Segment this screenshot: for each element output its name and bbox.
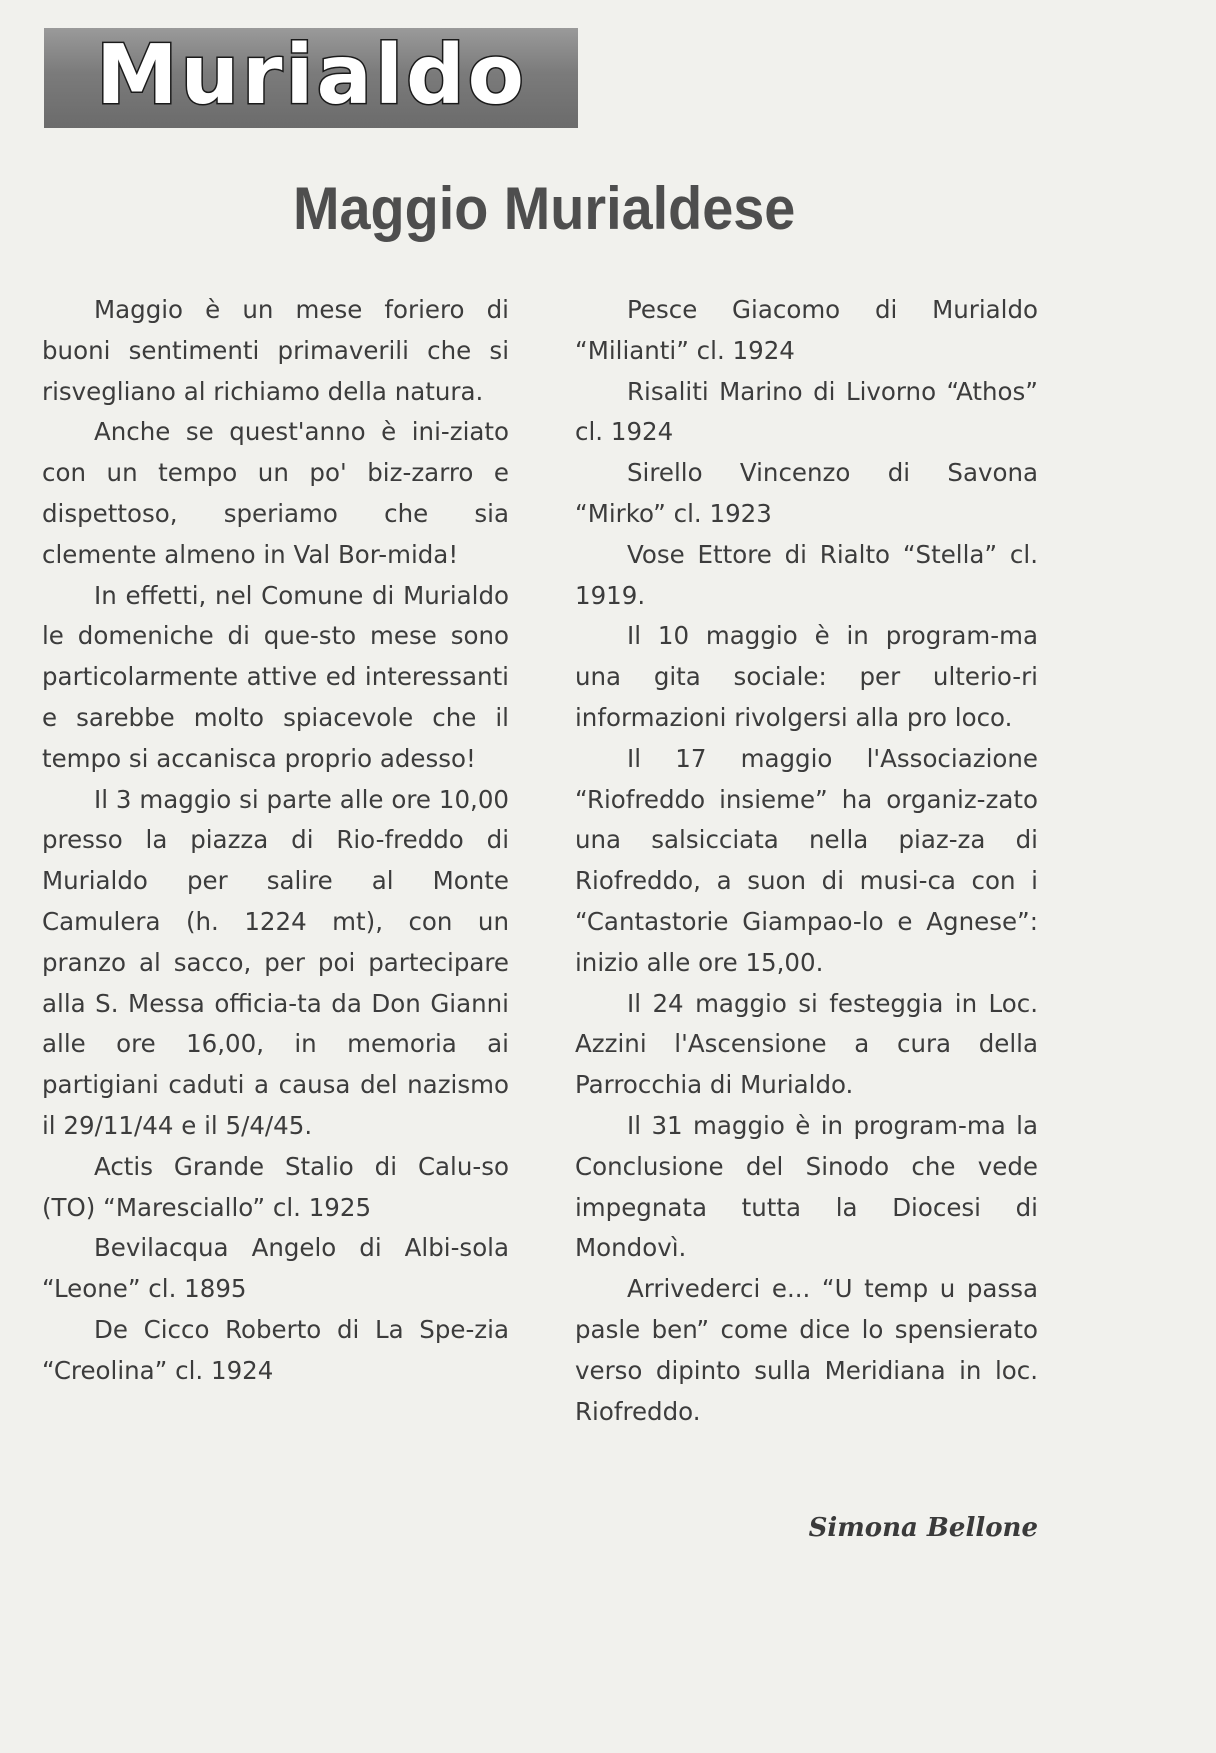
paragraph: Il 31 maggio è in program-ma la Conclusione del Sinodo che vede impegnata tutta la Diocesi di Mondovì.	[575, 1110, 1038, 1263]
section-title: Murialdo	[96, 28, 527, 123]
paragraph: De Cicco Roberto di La Spe-zia “Creolina” cl. 1924	[42, 1314, 509, 1385]
paragraph: Actis Grande Stalio di Calu-so (TO) “Maresciallo” cl. 1925	[42, 1151, 509, 1222]
paragraph: In effetti, nel Comune di Murialdo le domeniche di que-sto mese sono particolarmente attive ed interessanti e sarebbe molto spiacevole che il tempo si accanisca proprio adesso!	[42, 580, 509, 773]
paragraph: Risaliti Marino di Livorno “Athos” cl. 1924	[575, 376, 1038, 447]
article-headline: Maggio Murialdese	[293, 175, 796, 242]
left-column	[42, 290, 509, 1392]
right-column	[575, 290, 1038, 1432]
paragraph: Il 17 maggio l'Associazione “Riofreddo insieme” ha organiz-zato una salsicciata nella piaz-za di Riofreddo, a suon di musi-ca con i “Cantastorie Giampao-lo e Agnese”: inizio alle ore 15,00.	[575, 743, 1038, 977]
section-banner	[44, 28, 578, 128]
paragraph: Il 10 maggio è in program-ma una gita sociale: per ulterio-ri informazioni rivolgersi alla pro loco.	[575, 621, 1038, 732]
paragraph: Il 24 maggio si festeggia in Loc. Azzini l'Ascensione a cura della Parrocchia di Murialdo.	[575, 988, 1038, 1100]
paragraph: Vose Ettore di Rialto “Stella” cl. 1919.	[575, 539, 1038, 610]
paragraph: Arrivederci e... “U temp u passa pasle ben” come dice lo spensierato verso dipinto sulla Meridiana in loc. Riofreddo.	[575, 1274, 1038, 1426]
paragraph: Pesce Giacomo di Murialdo “Milianti” cl. 1924	[575, 295, 1038, 365]
paragraph: Anche se quest'anno è ini-ziato con un tempo un po' biz-zarro e dispettoso, speriamo che sia clemente almeno in Val Bor-mida!	[42, 417, 509, 569]
paragraph: Bevilacqua Angelo di Albi-sola “Leone” cl. 1895	[42, 1233, 509, 1304]
paragraph: Sirello Vincenzo di Savona “Mirko” cl. 1923	[575, 458, 1038, 528]
paragraph: Il 3 maggio si parte alle ore 10,00 presso la piazza di Rio-freddo di Murialdo per salire al Monte Camulera (h. 1224 mt), con un pranzo al sacco, per poi partecipare alla S. Messa officia-ta da Don Gianni alle ore 16,00, in memoria ai partigiani caduti a causa del nazismo il 29/11/44 e il 5/4/45.	[42, 784, 509, 1140]
author-signature: Simona Bellone	[808, 1513, 1038, 1543]
paragraph: Maggio è un mese foriero di buoni sentimenti primaverili che si risvegliano al richiamo della natura.	[42, 295, 509, 406]
